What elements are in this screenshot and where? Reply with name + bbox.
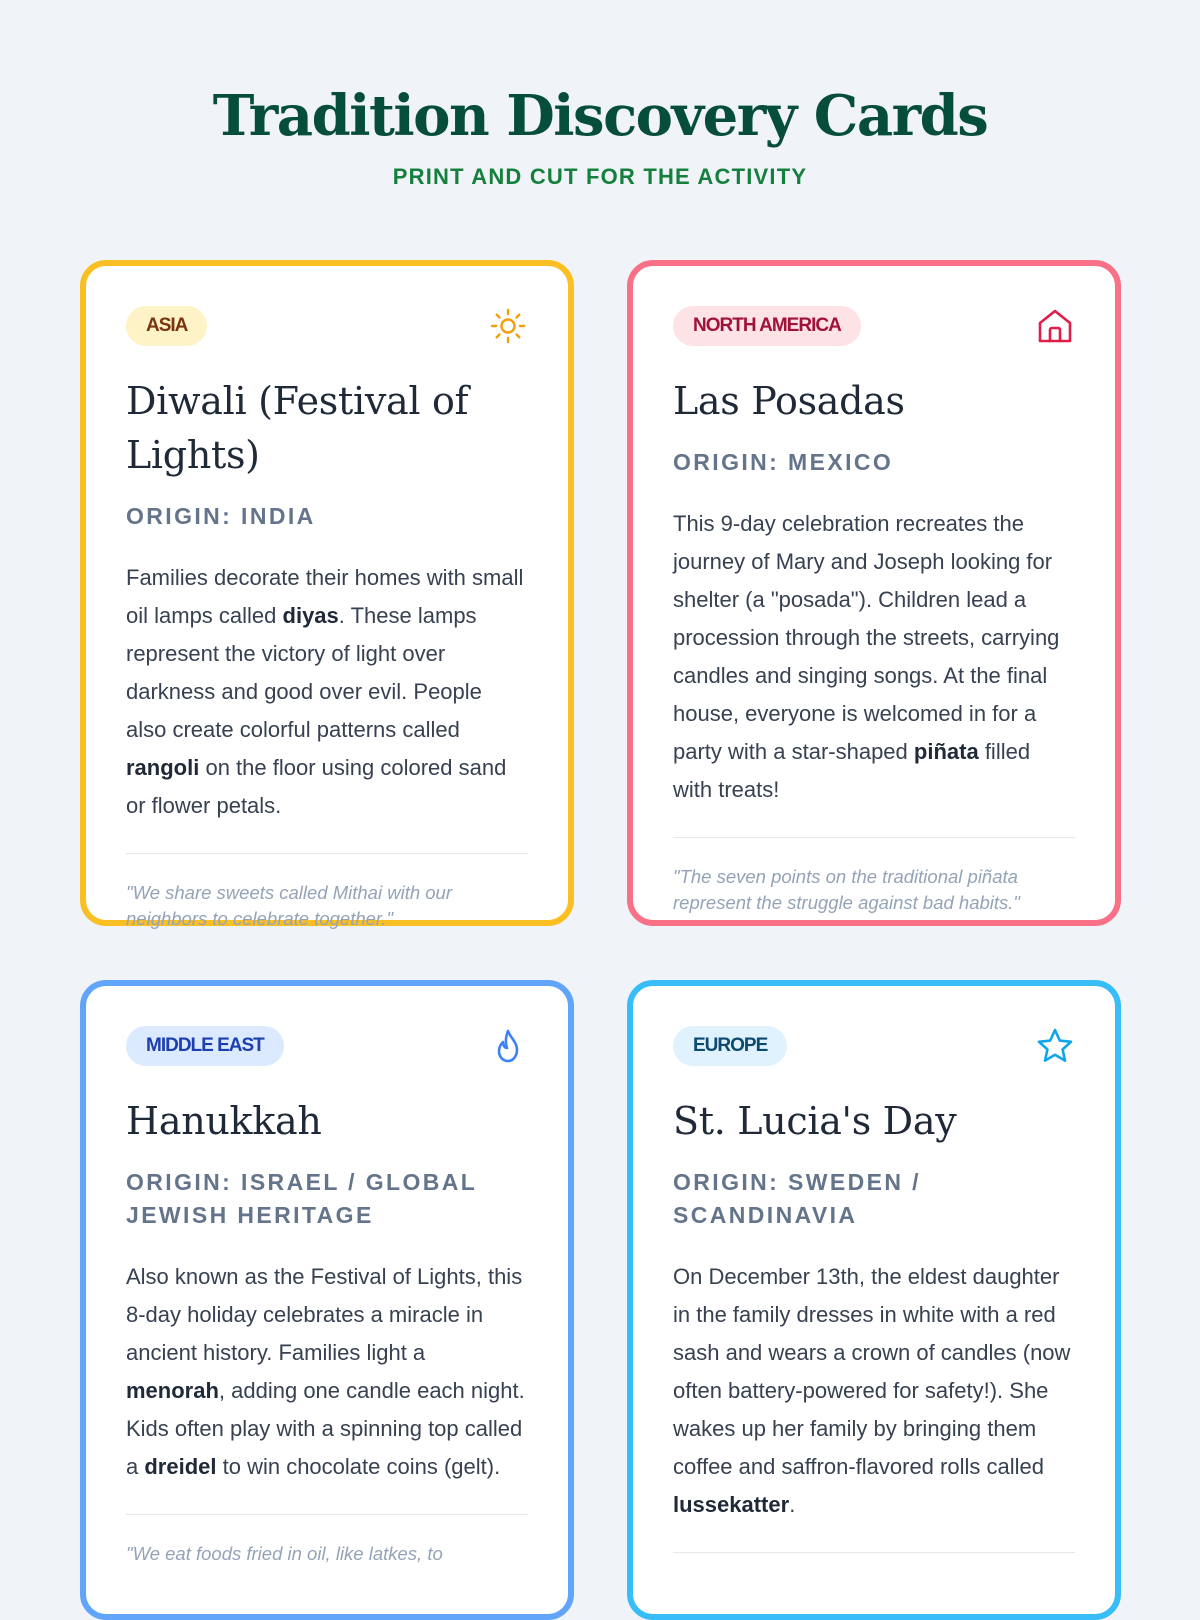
highlight-term: dreidel [144,1454,217,1479]
card-description: Families decorate their homes with small oil lamps called diyas. These lamps represent the victory of light over darkness and good over evil. People also create colorful patterns called rangoli on the floor using colored sand or flower petals. [126,565,524,818]
card-origin: ORIGIN: ISRAEL / GLOBAL JEWISH HERITAGE [126,1169,477,1228]
page-header [0,80,1200,192]
star-icon [1035,1026,1075,1066]
card-title: Las Posadas [673,379,905,423]
card-title: St. Lucia's Day [673,1099,957,1143]
tradition-card-st-lucia [627,980,1121,1620]
house-icon [1035,306,1075,346]
tradition-card-las-posadas [627,260,1121,926]
page-title: Tradition Discovery Cards [212,83,988,149]
card-origin: ORIGIN: MEXICO [673,449,894,475]
sun-icon [488,306,528,346]
region-badge: EUROPE [673,1026,787,1066]
card-origin: ORIGIN: INDIA [126,503,316,529]
card-origin: ORIGIN: SWEDEN / SCANDINAVIA [673,1169,921,1228]
card-title: Diwali (Festival of Lights) [126,379,469,477]
card-header [126,306,528,346]
card-description: Also known as the Festival of Lights, this 8-day holiday celebrates a miracle in ancient history. Families light a menorah, adding one candle each night. Kids often play with a spinning top called a dreidel to win chocolate coins (gelt). [126,1264,525,1479]
card-header [673,306,1075,346]
highlight-term: rangoli [126,755,200,780]
card-divider [673,1552,1075,1553]
region-badge: MIDDLE EAST [126,1026,284,1066]
card-quote: "We eat foods fried in oil, like latkes, to [126,1543,443,1564]
card-description: This 9-day celebration recreates the journey of Mary and Joseph looking for shelter (a "posada"). Children lead a procession through the streets, carrying candles and singing songs. At the final house, everyone is welcomed in for a party with a star-shaped piñata filled with treats! [673,511,1060,802]
card-quote: "We share sweets called Mithai with our neighbors to celebrate together." [126,882,452,929]
card-header [673,1026,1075,1066]
region-badge: ASIA [126,306,207,346]
card-quote: "The seven points on the traditional piñata represent the struggle against bad habits." [673,866,1020,913]
card-title: Hanukkah [126,1099,322,1143]
card-divider [126,853,528,854]
flame-icon [488,1026,528,1066]
tradition-card-diwali [80,260,574,929]
region-badge: NORTH AMERICA [673,306,861,346]
highlight-term: diyas [282,603,339,628]
card-description: On December 13th, the eldest daughter in the family dresses in white with a red sash and wears a crown of candles (now often battery-powered for safety!). She wakes up her family by bringing them coffee and saffron-flavored rolls called lussekatter. [673,1264,1071,1517]
card-header [126,1026,528,1066]
page-subtitle: PRINT AND CUT FOR THE ACTIVITY [392,164,808,189]
card-divider [673,837,1075,838]
highlight-term: menorah [126,1378,219,1403]
highlight-term: lussekatter [673,1492,790,1517]
card-divider [126,1514,528,1515]
highlight-term: piñata [913,739,979,764]
tradition-card-hanukkah [80,980,574,1620]
